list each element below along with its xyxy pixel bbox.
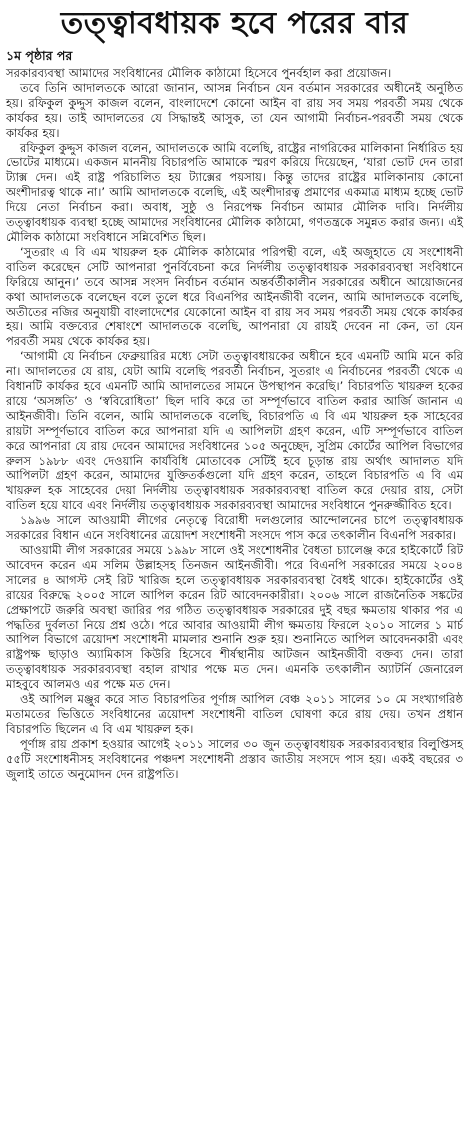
article-body	[6, 66, 463, 782]
article-paragraph: পূর্ণাঙ্গ রায় প্রকাশ হওয়ার আগেই ২০১১ সালের ৩০ জুন তত্ত্বাবধায়ক সরকারব্যবস্থার বিলুপ্তিসহ ৫৫টি সংশোধনীসহ সংবিধানের পঞ্চদশ সংশোধনী প্রস্তাব জাতীয় সংসদে পাস হয়। একই বছরের ৩ জুলাই তাতে অনুমোদন দেন রাষ্ট্রপতি।	[6, 736, 463, 781]
article-paragraph: তবে তিনি আদালতকে আরো জানান, আসন্ন নির্বাচন যেন বর্তমান সরকারের অধীনেই অনুষ্ঠিত হয়। রফিকুল কুদ্দুস কাজল বলেন, বাংলাদেশে কোনো আইন বা রায় সব সময় পরবর্তী সময় থেকে কার্যকর হয়। তাই আদালতের যে সিদ্ধান্তই আসুক, তা যেন আগামী নির্বাচন-পরবর্তী সময় থেকে কার্যকর হয়।	[6, 80, 463, 140]
article-headline: তত্ত্বাবধায়ক হবে পরের বার	[60, 6, 409, 41]
article-paragraph: আওয়ামী লীগ সরকারের সময়ে ১৯৯৮ সালে ওই সংশোধনীর বৈধতা চ্যালেঞ্জ করে হাইকোর্টে রিট আবেদন করেন এম সলিম উল্লাহসহ তিনজন আইনজীবী। পরে বিএনপি সরকারের সময়ে ২০০৪ সালের ৪ আগস্ট সেই রিট খারিজ হলে তত্ত্বাবধায়ক সরকারব্যবস্থা বৈধই থাকে। হাইকোর্টের ওই রায়ের বিরুদ্ধে ২০০৫ সালে আপিল করেন রিট আবেদনকারীরা। ২০০৬ সালে রাজনৈতিক সঙ্কটের প্রেক্ষাপটে জরুরি অবস্থা জারির পর গঠিত তত্ত্বাবধায়ক সরকারের দুই বছর ক্ষমতায় থাকার পর এ পদ্ধতির দুর্বলতা নিয়ে প্রশ্ন ওঠে। পরে আবার আওয়ামী লীগ ক্ষমতায় ফিরলে ২০১০ সালের ১ মার্চ আপিল বিভাগে ত্রয়োদশ সংশোধনী মামলার শুনানি শুরু হয়। শুনানিতে আপিল আবেদনকারী এবং রাষ্ট্রপক্ষ ছাড়াও অ্যামিকাস কিউরি হিসেবে শীর্ষস্থানীয় আটজন আইনজীবী বক্তব্য দেন। তারা তত্ত্বাবধায়ক সরকারব্যবস্থা বহাল রাখার পক্ষে মত দেন। এমনকি তৎকালীন অ্যাটর্নি জেনারেল মাহবুবে আলমও এর পক্ষে মত দেন।	[6, 543, 463, 692]
article-paragraph: ‘আগামী যে নির্বাচন ফেব্রুয়ারির মধ্যে সেটা তত্ত্বাবধায়কের অধীনে হবে এমনটি আমি মনে করি না। আদালতের যে রায়, যেটা আমি বলেছি পরবর্তী নির্বাচন, সুতরাং এ নির্বাচনের পরবর্তী থেকে এ বিধানটি কার্যকর হবে এমনটি আমি আদালতের সামনে উপস্থাপন করেছি।’ বিচারপতি খায়রুল হকের রায়ে ‘অসঙ্গতি’ ও ‘স্ববিরোধিতা’ ছিল দাবি করে তা সম্পূর্ণভাবে বাতিল করার আর্জি জানান এ আইনজীবী। তিনি বলেন, আমি আদালতকে বলেছি, বিচারপতি এ বি এম খায়রুল হক সাহেবের রায়টা সম্পূর্ণভাবে বাতিল করে আপনারা যদি এ আপিলটা গ্রহণ করেন, এটি সম্পূর্ণভাবে বাতিল করে আপনারা যে রায় দেবেন আমাদের সংবিধানের ১০৫ অনুচ্ছেদ, সুপ্রিম কোর্টের আপিল বিভাগের রুলস ১৯৮৮ এবং দেওয়ানি কার্যবিধি মোতাবেক সেটিই হবে চূড়ান্ত রায় অর্থাৎ আদালত যদি আপিলটা গ্রহণ করেন, আমাদের যুক্তিতর্কগুলো যদি গ্রহণ করেন, তাহলে বিচারপতি এ বি এম খায়রুল হক সাহেবের দেয়া নির্দলীয় তত্ত্বাবধায়ক সরকারব্যবস্থা বাতিল করে দেয়ার রায়, সেটা বাতিল হয়ে যাবে এবং নির্দলীয় তত্ত্বাবধায়ক সরকারব্যবস্থা আমাদের সংবিধানে পুনরুজ্জীবিত হবে।	[6, 349, 463, 513]
article-paragraph: রফিকুল কুদ্দুস কাজল বলেন, আদালতকে আমি বলেছি, রাষ্ট্রের নাগরিকের মালিকানা নির্ধারিত হয় ভোটের মাধ্যমে। একজন মাননীয় বিচারপতি আমাকে স্মরণ করিয়ে দিয়েছেন, ‘যারা ভোট দেন তারা ট্যাক্স দেন। এই রাষ্ট্র পরিচালিত হয় ট্যাক্সের পয়সায়। কিন্তু তাদের রাষ্ট্রের মালিকানায় কোনো অংশীদারত্ব থাকে না।’ আমি আদালতকে বলেছি, এই অংশীদারত্ব প্রমাণের একমাত্র মাধ্যম হচ্ছে ভোট দিয়ে নেতা নির্বাচন করা। অবাধ, সুষ্ঠু ও নিরপেক্ষ নির্বাচন আমার মৌলিক দাবি। নির্দলীয় তত্ত্বাবধায়ক ব্যবস্থা হচ্ছে আমাদের সংবিধানের মৌলিক কাঠামো, গণতন্ত্রকে সমুন্নত করার জন্য। এই মৌলিক কাঠামো সংবিধানে সন্নিবেশিত ছিল।	[6, 140, 463, 244]
article-paragraph: ওই আপিল মঞ্জুর করে সাত বিচারপতির পূর্ণাঙ্গ আপিল বেঞ্চ ২০১১ সালের ১০ মে সংখ্যাগরিষ্ঠ মতামতের ভিত্তিতে সংবিধানের ত্রয়োদশ সংশোধনী বাতিল ঘোষণা করে রায় দেয়। তখন প্রধান বিচারপতি ছিলেন এ বি এম খায়রুল হক।	[6, 692, 463, 736]
article-paragraph: ১৯৯৬ সালে আওয়ামী লীগের নেতৃত্বে বিরোধী দলগুলোর আন্দোলনের চাপে তত্ত্বাবধায়ক সরকারের বিধান এনে সংবিধানের ত্রয়োদশ সংশোধনী সংসদে পাস করে তৎকালীন বিএনপি সরকার।	[6, 513, 463, 543]
continuation-label: ১ম পৃষ্ঠার পর	[6, 48, 73, 63]
article-paragraph: ‘সুতরাং এ বি এম খায়রুল হক মৌলিক কাঠামোর পরিপন্থী বলে, এই অজুহাতে যে সংশোধনী বাতিল করেছেন সেটি আপনারা পুনর্বিবেচনা করে নির্দলীয় তত্ত্বাবধায়ক সরকারব্যবস্থা সংবিধানে ফিরিয়ে আনুন।’ তবে আসন্ন সংসদ নির্বাচন বর্তমান অন্তর্বর্তীকালীন সরকারের অধীনে আয়োজনের কথা আদালতকে বলেছেন বলে তুলে ধরে বিএনপির আইনজীবী বলেন, আমি আদালতকে বলেছি, অতীতের নজির অনুযায়ী বাংলাদেশের যেকোনো আইন বা রায় সব সময় পরবর্তী সময় থেকে কার্যকর হয়। আমি বক্তব্যের শেষাংশে আদালতকে বলেছি, আপনারা যে রায়ই দেবেন না কেন, তা যেন পরবর্তী সময় থেকে কার্যকর হয়।	[6, 244, 463, 349]
article-paragraph: সরকারব্যবস্থা আমাদের সংবিধানের মৌলিক কাঠামো হিসেবে পুনর্বহাল করা প্রয়োজন।	[6, 66, 392, 80]
